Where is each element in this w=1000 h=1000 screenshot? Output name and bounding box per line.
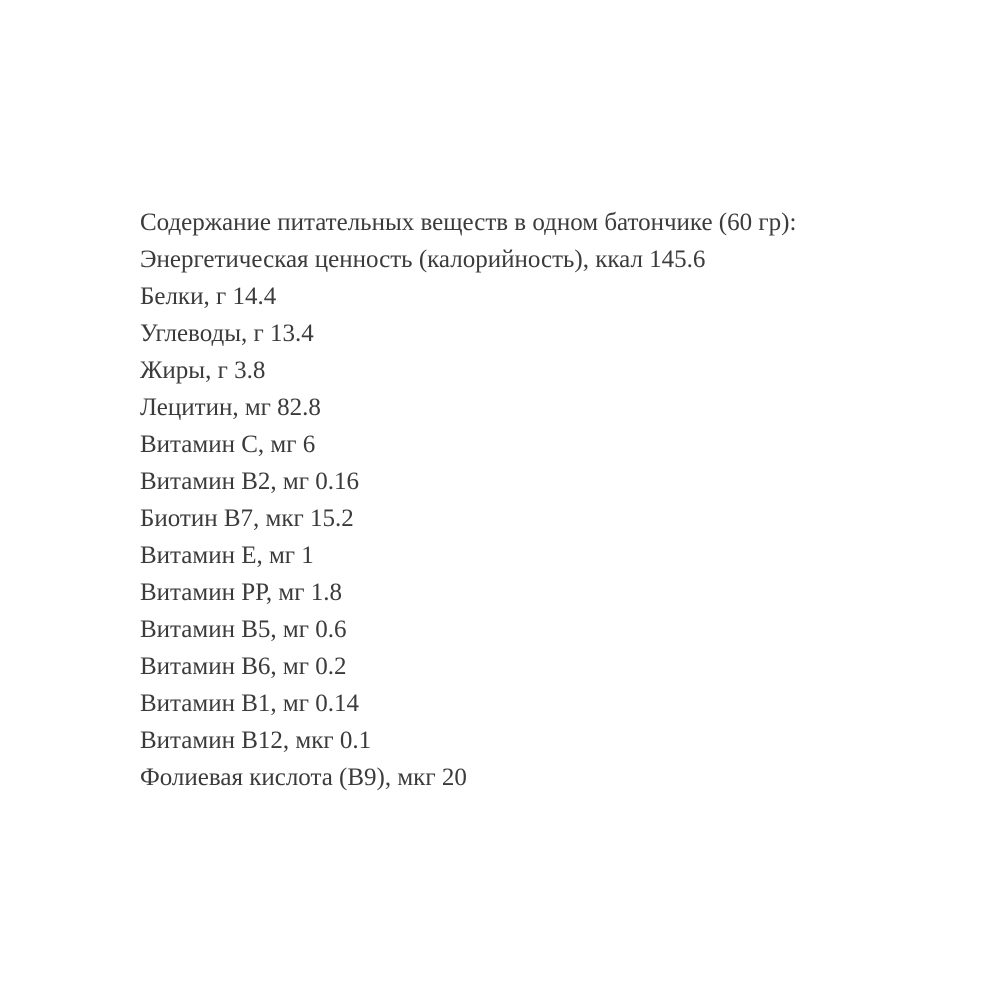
nutrient-row-vitamin-b12: Витамин В12, мкг 0.1 [140,727,372,754]
nutrition-info [140,204,980,796]
nutrient-row-protein: Белки, г 14.4 [140,283,277,310]
nutrient-row-fat: Жиры, г 3.8 [140,357,266,384]
nutrient-row-vitamin-e: Витамин Е, мг 1 [140,542,314,569]
nutrient-row-biotin-b7: Биотин В7, мкг 15.2 [140,505,354,532]
nutrient-row-vitamin-b6: Витамин В6, мг 0.2 [140,653,347,680]
nutrition-heading: Содержание питательных веществ в одном батончике (60 гр): [140,209,797,236]
nutrient-row-vitamin-pp: Витамин РР, мг 1.8 [140,579,342,606]
nutrient-row-lecithin: Лецитин, мг 82.8 [140,394,321,421]
nutrient-row-folic-acid-b9: Фолиевая кислота (В9), мкг 20 [140,764,467,791]
nutrient-row-vitamin-b1: Витамин В1, мг 0.14 [140,690,359,717]
nutrient-row-vitamin-c: Витамин С, мг 6 [140,431,316,458]
nutrient-row-energy: Энергетическая ценность (калорийность), ккал 145.6 [140,246,706,273]
nutrient-row-vitamin-b5: Витамин В5, мг 0.6 [140,616,347,643]
nutrient-row-vitamin-b2: Витамин В2, мг 0.16 [140,468,359,495]
nutrient-row-carbohydrates: Углеводы, г 13.4 [140,320,314,347]
